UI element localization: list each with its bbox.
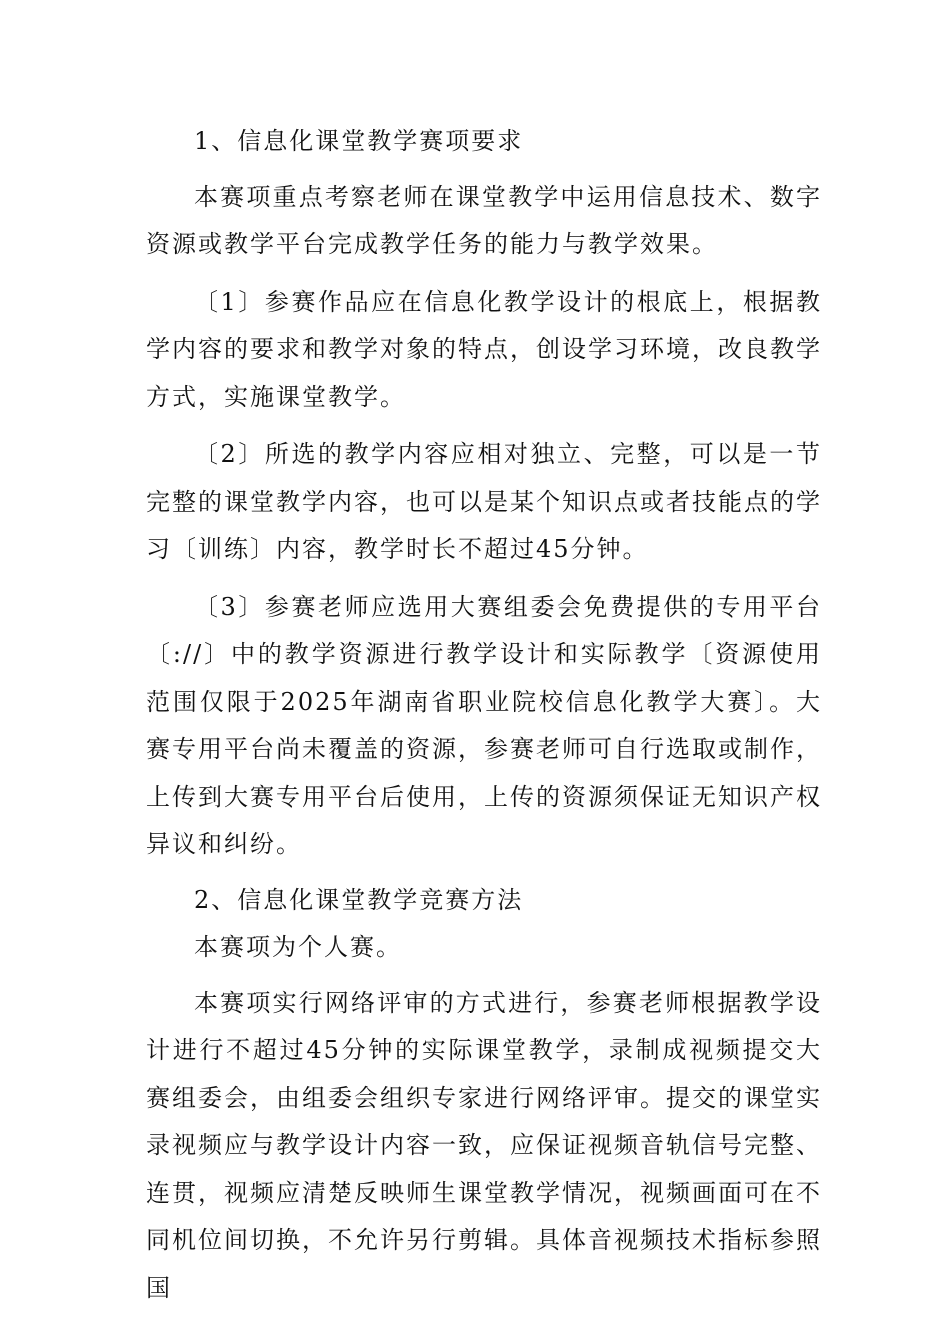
section1-heading: 1、信息化课堂教学赛项要求 — [194, 127, 524, 155]
requirement-item-3: 〔3〕参赛老师应选用大赛组委会免费提供的专用平台〔://〕中的教学资源进行教学设计和实际教学〔资源使用范围仅限于2025年湖南省职业院校信息化教学大赛〕。大赛专用平台尚未覆盖的资源，参赛老师可自行选取或制作，上传到大赛专用平台后使用，上传的资源须保证无知识产权异议和纠纷。 — [146, 592, 822, 858]
section2-heading: 2、信息化课堂教学竞赛方法 — [194, 885, 524, 914]
document-page — [146, 118, 822, 1312]
requirement-item-1: 〔1〕参赛作品应在信息化教学设计的根底上，根据教学内容的要求和教学对象的特点，创设学习环境，改良教学方式，实施课堂教学。 — [146, 287, 822, 411]
section2-paragraph-1: 本赛项为个人赛。 — [194, 933, 402, 961]
section1-intro-paragraph: 本赛项重点考察老师在课堂教学中运用信息技术、数字资源或教学平台完成教学任务的能力与教学效果。 — [146, 182, 822, 258]
requirement-item-2: 〔2〕所选的教学内容应相对独立、完整，可以是一节完整的课堂教学内容，也可以是某个知识点或者技能点的学习〔训练〕内容，教学时长不超过45分钟。 — [146, 440, 822, 563]
section2-paragraph-2: 本赛项实行网络评审的方式进行，参赛老师根据教学设计进行不超过45分钟的实际课堂教学，录制成视频提交大赛组委会，由组委会组织专家进行网络评审。提交的课堂实录视频应与教学设计内容一致，应保证视频音轨信号完整、连贯，视频应清楚反映师生课堂教学情况，视频画面可在不同机位间切换，不允许另行剪辑。具体音视频技术指标参照国 — [146, 988, 822, 1302]
